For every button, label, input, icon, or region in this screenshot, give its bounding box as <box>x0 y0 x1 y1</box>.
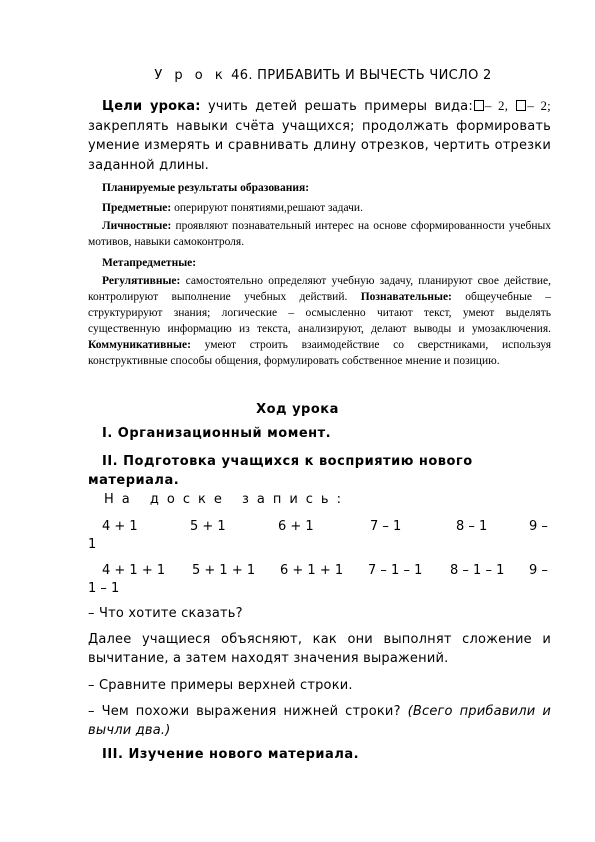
placeholder-box-icon <box>474 100 484 111</box>
expr-2-1: 4 + 1 + 1 <box>102 563 166 578</box>
lesson-goals <box>88 96 551 175</box>
lesson-title-text: 46. ПРИБАВИТЬ И ВЫЧЕСТЬ ЧИСЛО 2 <box>231 68 492 83</box>
goals-line1: учить детей решать примеры вида: <box>207 99 473 114</box>
question-1: – Что хотите сказать? <box>88 606 243 621</box>
board-row-2-wrap: 1 – 1 <box>88 581 120 596</box>
course-heading: Ход урока <box>256 402 339 417</box>
goals-line2: закреплять навыки счёта учащихся; продолжать формировать умение измерять и сравнивать длину отрезков, чертить отрезки заданной длины. <box>88 118 551 173</box>
goals-formula2: – 2; <box>527 98 551 113</box>
board-label: На доске запись: <box>104 492 349 507</box>
results-subject: Предметные: оперируют понятиями,решают задачи. <box>102 202 363 214</box>
section-2-heading: II. Подготовка учащихся к восприятию нового материала. <box>88 454 473 488</box>
expr-1-5: 8 – 1 <box>456 519 488 534</box>
board-row-2 <box>88 563 551 582</box>
board-row-1 <box>88 519 551 538</box>
results-meta-header: Метапредметные: <box>102 257 197 269</box>
expr-2-4: 7 – 1 – 1 <box>368 563 423 578</box>
results-meta-text: Регулятивные: самостоятельно определяют учебную задачу, планируют свое действие, контролируют выполнение учебных действий. Познавательные: общеучебные – структурируют знания; логические – осмысленно читают текст, умеют выделять существенную информацию из текста, анализируют, делают выводы и умозаключения. Коммуникативные: умеют строить взаимодействие со сверстниками, используя конструктивные способы общения, формулировать собственное мнение и позицию. <box>88 275 552 367</box>
expr-2-2: 5 + 1 + 1 <box>192 563 256 578</box>
expr-1-3: 6 + 1 <box>278 519 314 534</box>
goals-formula1: – 2, <box>484 98 509 113</box>
lesson-title-prefix: У р о к <box>154 68 227 83</box>
expr-1-6: 9 – <box>529 519 548 534</box>
expr-1-4: 7 – 1 <box>370 519 402 534</box>
placeholder-box-icon <box>516 100 526 111</box>
expr-2-6: 9 – <box>529 563 548 578</box>
question-2: – Сравните примеры верхней строки. <box>88 678 353 693</box>
expr-1-1: 4 + 1 <box>102 519 138 534</box>
results-header: Планируемые результаты образования: <box>102 182 310 194</box>
question-3-answer: (Всего прибавили и вычли два.) <box>88 704 551 738</box>
lesson-title <box>88 68 558 83</box>
expr-2-3: 6 + 1 + 1 <box>280 563 344 578</box>
section-3-heading: III. Изучение нового материала. <box>102 747 360 762</box>
goals-label: Цели урока: <box>102 99 201 114</box>
question-3: – Чем похожи выражения нижней строки? (Всего прибавили и вычли два.) <box>88 704 551 738</box>
expr-2-5: 8 – 1 – 1 <box>450 563 505 578</box>
paragraph-explain: Далее учащиеся объясняют, как они выполнят сложение и вычитание, а затем находят значения выражений. <box>88 632 551 666</box>
expr-1-2: 5 + 1 <box>190 519 226 534</box>
section-1-heading: I. Организационный момент. <box>102 426 332 441</box>
results-personal: Личностные: проявляют познавательный интерес на основе сформированности учебных мотивов, навыки самоконтроля. <box>88 220 551 248</box>
board-row-1-wrap: 1 <box>88 537 97 552</box>
